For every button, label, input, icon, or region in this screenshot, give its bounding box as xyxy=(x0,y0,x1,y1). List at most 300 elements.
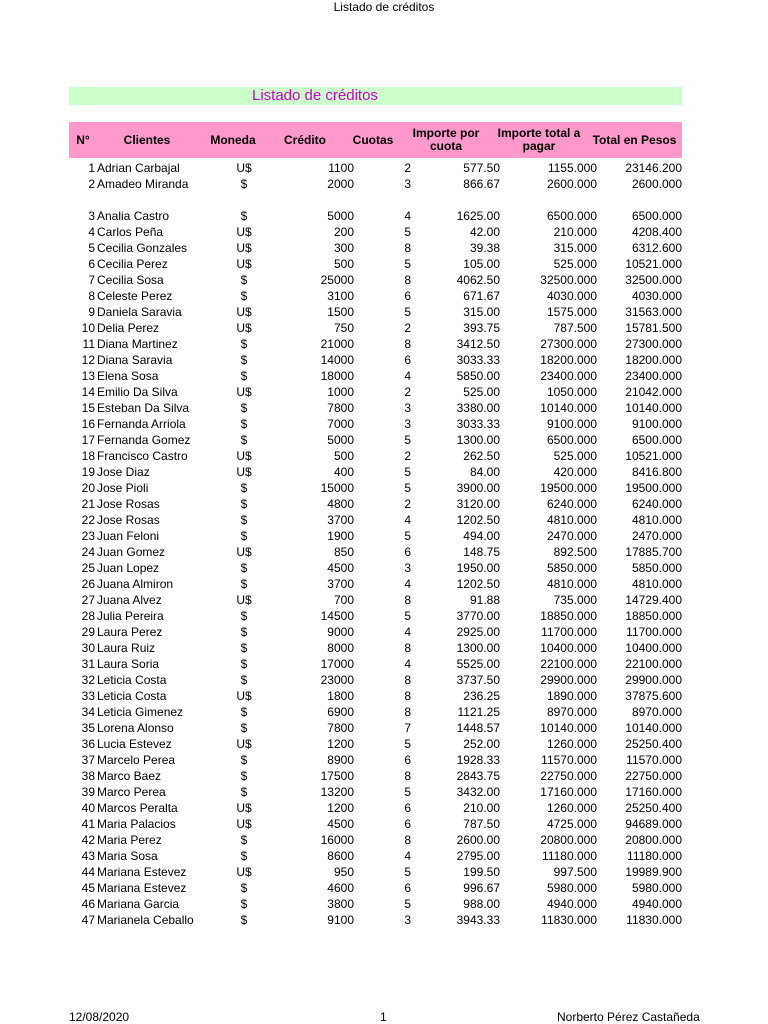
currency: $ xyxy=(240,913,248,927)
table-row xyxy=(69,800,682,816)
row-number: 44 xyxy=(81,865,95,879)
installments: 5 xyxy=(404,737,411,751)
currency: U$ xyxy=(236,801,252,815)
installment-amount: 2843.75 xyxy=(456,769,500,783)
installments: 2 xyxy=(404,321,411,335)
installment-amount: 2795.00 xyxy=(456,849,500,863)
client-name: Francisco Castro xyxy=(97,449,188,463)
total-pesos: 22100.000 xyxy=(625,657,682,671)
installment-amount: 988.00 xyxy=(463,897,500,911)
row-number: 42 xyxy=(81,833,95,847)
row-number: 21 xyxy=(81,497,95,511)
total-pesos: 31563.000 xyxy=(625,305,682,319)
credit: 16000 xyxy=(320,833,354,847)
total-pesos: 8416.800 xyxy=(631,465,682,479)
title-band xyxy=(69,87,682,105)
total-pesos: 25250.400 xyxy=(625,737,682,751)
client-name: Jose Diaz xyxy=(97,465,150,479)
credit: 3100 xyxy=(327,289,354,303)
credit: 1100 xyxy=(328,161,354,175)
currency: $ xyxy=(240,273,248,287)
total-pesos: 6312.600 xyxy=(631,241,682,255)
currency: U$ xyxy=(236,737,252,751)
credit: 4600 xyxy=(327,881,354,895)
client-name: Leticia Gimenez xyxy=(97,705,184,719)
table-row xyxy=(69,720,682,736)
installment-amount: 393.75 xyxy=(463,321,500,335)
table-row xyxy=(69,576,682,592)
total-to-pay: 11570.000 xyxy=(541,753,597,767)
table-header xyxy=(69,122,682,158)
credit: 5000 xyxy=(327,209,354,223)
currency: $ xyxy=(240,753,248,767)
client-name: Marianela Ceballo xyxy=(97,913,194,927)
credit: 18000 xyxy=(320,369,354,383)
client-name: Cecilia Sosa xyxy=(97,273,164,287)
credit: 950 xyxy=(333,865,354,879)
row-number: 14 xyxy=(81,385,95,399)
table-row xyxy=(69,736,682,752)
total-pesos: 11180.000 xyxy=(627,849,682,863)
row-number: 30 xyxy=(81,641,95,655)
currency: $ xyxy=(240,433,248,447)
installment-amount: 148.75 xyxy=(463,545,500,559)
currency: U$ xyxy=(236,305,252,319)
table-row xyxy=(69,672,682,688)
total-pesos: 27300.000 xyxy=(625,337,682,351)
total-pesos: 10140.000 xyxy=(625,401,682,415)
installment-amount: 1202.50 xyxy=(456,513,500,527)
installments: 6 xyxy=(404,353,411,367)
installment-amount: 3900.00 xyxy=(456,481,500,495)
total-to-pay: 5850.000 xyxy=(546,561,597,575)
installment-amount: 91.88 xyxy=(469,593,500,607)
total-to-pay: 10400.000 xyxy=(540,641,597,655)
table-row xyxy=(69,656,682,672)
row-number: 33 xyxy=(81,689,95,703)
installment-amount: 787.50 xyxy=(463,817,500,831)
row-number: 20 xyxy=(81,481,95,495)
credit: 8000 xyxy=(327,641,354,655)
client-name: Laura Soria xyxy=(97,657,160,671)
footer-author: Norberto Pérez Castañeda xyxy=(557,1010,700,1024)
installment-amount: 84.00 xyxy=(469,465,500,479)
installment-amount: 671.67 xyxy=(463,289,500,303)
installment-amount: 1625.00 xyxy=(456,209,500,223)
row-number: 5 xyxy=(88,241,95,255)
credit: 3700 xyxy=(327,513,354,527)
credit: 7800 xyxy=(327,721,354,735)
currency: $ xyxy=(240,177,248,191)
installments: 8 xyxy=(404,689,411,703)
installments: 3 xyxy=(404,401,411,415)
client-name: Laura Perez xyxy=(97,625,163,639)
client-name: Marcos Peralta xyxy=(97,801,178,815)
client-name: Esteban Da Silva xyxy=(97,401,190,415)
total-pesos: 20800.000 xyxy=(625,833,682,847)
total-pesos: 9100.000 xyxy=(631,417,682,431)
credit: 400 xyxy=(333,465,354,479)
client-name: Jose Rosas xyxy=(97,513,160,527)
row-number: 47 xyxy=(81,913,95,927)
currency: $ xyxy=(240,289,248,303)
currency: U$ xyxy=(236,225,252,239)
table-row xyxy=(69,608,682,624)
row-number: 24 xyxy=(81,545,95,559)
table-row xyxy=(69,352,682,368)
row-number: 28 xyxy=(81,609,95,623)
installment-amount: 1300.00 xyxy=(456,641,500,655)
total-to-pay: 210.000 xyxy=(553,225,597,239)
client-name: Jose Pioli xyxy=(97,481,149,495)
col-moneda-header: Moneda xyxy=(210,132,256,147)
total-pesos: 10521.000 xyxy=(625,257,682,271)
installments: 8 xyxy=(404,241,411,255)
table-body xyxy=(69,160,682,928)
total-pesos: 5850.000 xyxy=(631,561,682,575)
total-to-pay: 9100.000 xyxy=(546,417,597,431)
installments: 2 xyxy=(404,449,411,463)
total-pesos: 11570.000 xyxy=(626,753,682,767)
installments: 6 xyxy=(404,545,411,559)
total-pesos: 8970.000 xyxy=(631,705,682,719)
total-pesos: 19989.900 xyxy=(625,865,682,879)
currency: $ xyxy=(240,209,248,223)
credit: 25000 xyxy=(320,273,354,287)
currency: $ xyxy=(240,401,248,415)
credit: 7800 xyxy=(327,401,354,415)
total-pesos: 4940.000 xyxy=(631,897,682,911)
total-pesos: 4810.000 xyxy=(631,577,682,591)
row-number: 11 xyxy=(82,337,95,351)
credit: 13200 xyxy=(320,785,354,799)
total-pesos: 4810.000 xyxy=(631,513,682,527)
credit: 8600 xyxy=(327,849,354,863)
credit: 14500 xyxy=(320,609,354,623)
installment-amount: 236.25 xyxy=(463,689,500,703)
footer-date: 12/08/2020 xyxy=(69,1010,130,1024)
installments: 5 xyxy=(404,257,411,271)
currency: $ xyxy=(240,609,248,623)
total-to-pay: 19500.000 xyxy=(540,481,597,495)
table-row xyxy=(69,240,682,256)
currency: $ xyxy=(240,529,248,543)
table-row xyxy=(69,512,682,528)
total-to-pay: 2600.000 xyxy=(546,177,597,191)
col-total-line2: pagar xyxy=(522,139,556,153)
total-pesos: 10140.000 xyxy=(625,721,682,735)
currency: $ xyxy=(240,897,248,911)
credits-table xyxy=(69,160,682,928)
row-number: 45 xyxy=(81,881,95,895)
row-number: 38 xyxy=(81,769,95,783)
total-pesos: 22750.000 xyxy=(625,769,682,783)
table-row xyxy=(69,880,682,896)
installments: 6 xyxy=(404,817,411,831)
credit: 9100 xyxy=(327,913,354,927)
credit: 15000 xyxy=(320,481,354,495)
total-pesos: 23400.000 xyxy=(625,369,682,383)
client-name: Carlos Peña xyxy=(97,225,164,239)
currency: $ xyxy=(240,353,248,367)
installment-amount: 315.00 xyxy=(463,305,500,319)
table-row xyxy=(69,640,682,656)
client-name: Marcelo Perea xyxy=(97,753,176,767)
installments: 6 xyxy=(404,289,411,303)
row-spacer xyxy=(69,192,682,208)
total-pesos: 2600.000 xyxy=(631,177,682,191)
currency: U$ xyxy=(236,257,252,271)
currency: $ xyxy=(240,641,248,655)
total-to-pay: 6500.000 xyxy=(546,209,597,223)
total-pesos: 18850.000 xyxy=(625,609,682,623)
total-pesos: 4208.400 xyxy=(631,225,682,239)
total-to-pay: 18850.000 xyxy=(540,609,597,623)
total-to-pay: 8970.000 xyxy=(546,705,597,719)
currency: U$ xyxy=(236,689,252,703)
client-name: Elena Sosa xyxy=(97,369,159,383)
client-name: Mariana Estevez xyxy=(97,881,187,895)
footer-page: 1 xyxy=(380,1010,387,1024)
total-to-pay: 4810.000 xyxy=(546,577,597,591)
row-number: 19 xyxy=(81,465,95,479)
installment-amount: 3380.00 xyxy=(456,401,500,415)
table-row xyxy=(69,848,682,864)
table-row xyxy=(69,384,682,400)
credit: 500 xyxy=(333,257,354,271)
col-importe-header xyxy=(405,122,487,158)
installments: 5 xyxy=(404,609,411,623)
currency: U$ xyxy=(236,449,252,463)
total-to-pay: 1050.000 xyxy=(546,385,597,399)
client-name: Diana Saravia xyxy=(97,353,173,367)
currency: $ xyxy=(240,625,248,639)
installment-amount: 525.00 xyxy=(463,385,500,399)
installment-amount: 5850.00 xyxy=(456,369,500,383)
installments: 7 xyxy=(404,721,411,735)
total-to-pay: 997.500 xyxy=(553,865,597,879)
installment-amount: 996.67 xyxy=(463,881,500,895)
total-pesos: 32500.000 xyxy=(625,273,682,287)
credit: 1800 xyxy=(327,689,354,703)
total-pesos: 14729.400 xyxy=(625,593,682,607)
total-pesos: 6500.000 xyxy=(631,209,682,223)
installment-amount: 262.50 xyxy=(463,449,500,463)
installments: 5 xyxy=(404,785,411,799)
table-row xyxy=(69,864,682,880)
client-name: Leticia Costa xyxy=(97,673,167,687)
client-name: Diana Martinez xyxy=(97,337,178,351)
credit: 1900 xyxy=(327,529,354,543)
client-name: Juana Alvez xyxy=(97,593,162,607)
total-pesos: 6500.000 xyxy=(631,433,682,447)
table-row xyxy=(69,480,682,496)
row-number: 16 xyxy=(81,417,95,431)
currency: $ xyxy=(240,497,248,511)
total-to-pay: 22750.000 xyxy=(540,769,597,783)
credit: 4500 xyxy=(327,817,354,831)
client-name: Marco Baez xyxy=(97,769,162,783)
table-row xyxy=(69,912,682,928)
installment-amount: 1950.00 xyxy=(456,561,500,575)
row-number: 27 xyxy=(81,593,95,607)
credit: 200 xyxy=(333,225,354,239)
total-pesos: 2470.000 xyxy=(631,529,682,543)
client-name: Maria Sosa xyxy=(97,849,158,863)
installments: 2 xyxy=(404,161,411,175)
total-pesos: 37875.600 xyxy=(625,689,682,703)
row-number: 35 xyxy=(81,721,95,735)
total-pesos: 6240.000 xyxy=(631,497,682,511)
total-pesos: 25250.400 xyxy=(625,801,682,815)
installments: 2 xyxy=(404,497,411,511)
table-row xyxy=(69,432,682,448)
col-num-header: N° xyxy=(76,132,90,147)
installment-amount: 3033.33 xyxy=(456,417,500,431)
total-to-pay: 11830.000 xyxy=(541,913,597,927)
installment-amount: 39.38 xyxy=(469,241,500,255)
table-row xyxy=(69,624,682,640)
client-name: Marco Perea xyxy=(97,785,166,799)
row-number: 4 xyxy=(88,225,95,239)
row-number: 10 xyxy=(81,321,95,335)
total-to-pay: 1260.000 xyxy=(546,801,597,815)
client-name: Juan Gomez xyxy=(97,545,166,559)
table-row xyxy=(69,592,682,608)
installments: 5 xyxy=(404,465,411,479)
client-name: Analia Castro xyxy=(97,209,170,223)
total-pesos: 94689.000 xyxy=(625,817,682,831)
credit: 1200 xyxy=(327,737,354,751)
total-to-pay: 525.000 xyxy=(553,257,597,271)
credit: 21000 xyxy=(320,337,354,351)
col-cuotas-header: Cuotas xyxy=(352,132,394,147)
currency: $ xyxy=(240,785,248,799)
installment-amount: 3737.50 xyxy=(456,673,500,687)
installment-amount: 1448.57 xyxy=(456,721,500,735)
installments: 8 xyxy=(404,641,411,655)
installments: 4 xyxy=(404,369,411,383)
installments: 2 xyxy=(404,385,411,399)
client-name: Leticia Costa xyxy=(97,689,167,703)
client-name: Mariana Garcia xyxy=(97,897,180,911)
total-to-pay: 4940.000 xyxy=(546,897,597,911)
installment-amount: 210.00 xyxy=(463,801,500,815)
client-name: Cecilia Perez xyxy=(97,257,168,271)
currency: $ xyxy=(240,833,248,847)
currency: U$ xyxy=(236,321,252,335)
total-pesos: 15781.500 xyxy=(625,321,682,335)
total-pesos: 11700.000 xyxy=(626,625,682,639)
table-row xyxy=(69,560,682,576)
currency: $ xyxy=(240,369,248,383)
credit: 9000 xyxy=(327,625,354,639)
row-number: 43 xyxy=(81,849,95,863)
currency: U$ xyxy=(236,161,252,175)
row-number: 29 xyxy=(81,625,95,639)
installment-amount: 3432.00 xyxy=(456,785,500,799)
installments: 6 xyxy=(404,801,411,815)
currency: $ xyxy=(240,721,248,735)
table-row xyxy=(69,448,682,464)
installment-amount: 494.00 xyxy=(463,529,500,543)
row-number: 40 xyxy=(81,801,95,815)
currency: $ xyxy=(240,513,248,527)
col-clientes-header: Clientes xyxy=(123,132,171,147)
installments: 8 xyxy=(404,705,411,719)
page-header: Listado de créditos xyxy=(333,0,435,14)
credit: 500 xyxy=(333,449,354,463)
installment-amount: 105.00 xyxy=(463,257,500,271)
installment-amount: 2925.00 xyxy=(456,625,500,639)
credit: 3800 xyxy=(327,897,354,911)
installments: 8 xyxy=(404,593,411,607)
total-to-pay: 2470.000 xyxy=(546,529,597,543)
client-name: Julia Pereira xyxy=(97,609,164,623)
table-row xyxy=(69,320,682,336)
row-number: 13 xyxy=(81,369,95,383)
installments: 5 xyxy=(404,481,411,495)
installments: 4 xyxy=(404,513,411,527)
installments: 5 xyxy=(404,897,411,911)
table-row xyxy=(69,256,682,272)
total-pesos: 10521.000 xyxy=(625,449,682,463)
installments: 5 xyxy=(404,529,411,543)
table-row xyxy=(69,336,682,352)
row-number: 1 xyxy=(88,161,95,175)
total-to-pay: 1890.000 xyxy=(546,689,597,703)
credit: 17500 xyxy=(320,769,354,783)
installments: 4 xyxy=(404,849,411,863)
total-pesos: 21042.000 xyxy=(625,385,682,399)
client-name: Delia Perez xyxy=(97,321,160,335)
installment-amount: 4062.50 xyxy=(456,273,500,287)
client-name: Maria Perez xyxy=(97,833,162,847)
credit: 8900 xyxy=(327,753,354,767)
total-pesos: 19500.000 xyxy=(625,481,682,495)
total-pesos: 17885.700 xyxy=(625,545,682,559)
currency: $ xyxy=(240,561,248,575)
installments: 6 xyxy=(404,753,411,767)
installment-amount: 5525.00 xyxy=(456,657,500,671)
credit: 1200 xyxy=(327,801,354,815)
credit: 6900 xyxy=(327,705,354,719)
client-name: Maria Palacios xyxy=(97,817,176,831)
installments: 5 xyxy=(404,865,411,879)
total-to-pay: 10140.000 xyxy=(540,721,597,735)
installment-amount: 3120.00 xyxy=(456,497,500,511)
table-row xyxy=(69,784,682,800)
row-number: 32 xyxy=(81,673,95,687)
row-number: 36 xyxy=(81,737,95,751)
table-row xyxy=(69,464,682,480)
client-name: Laura Ruiz xyxy=(97,641,156,655)
installment-amount: 866.67 xyxy=(463,177,500,191)
installments: 8 xyxy=(404,769,411,783)
col-pesos-header: Total en Pesos xyxy=(592,132,677,147)
total-to-pay: 22100.000 xyxy=(540,657,597,671)
row-number: 15 xyxy=(81,401,95,415)
client-name: Adrian Carbajal xyxy=(97,161,180,175)
client-name: Juan Lopez xyxy=(97,561,160,575)
currency: U$ xyxy=(236,545,252,559)
row-number: 31 xyxy=(81,657,95,671)
installments: 8 xyxy=(404,273,411,287)
total-to-pay: 315.000 xyxy=(553,241,597,255)
credit: 1000 xyxy=(327,385,354,399)
row-number: 8 xyxy=(88,289,95,303)
installments: 3 xyxy=(404,561,411,575)
